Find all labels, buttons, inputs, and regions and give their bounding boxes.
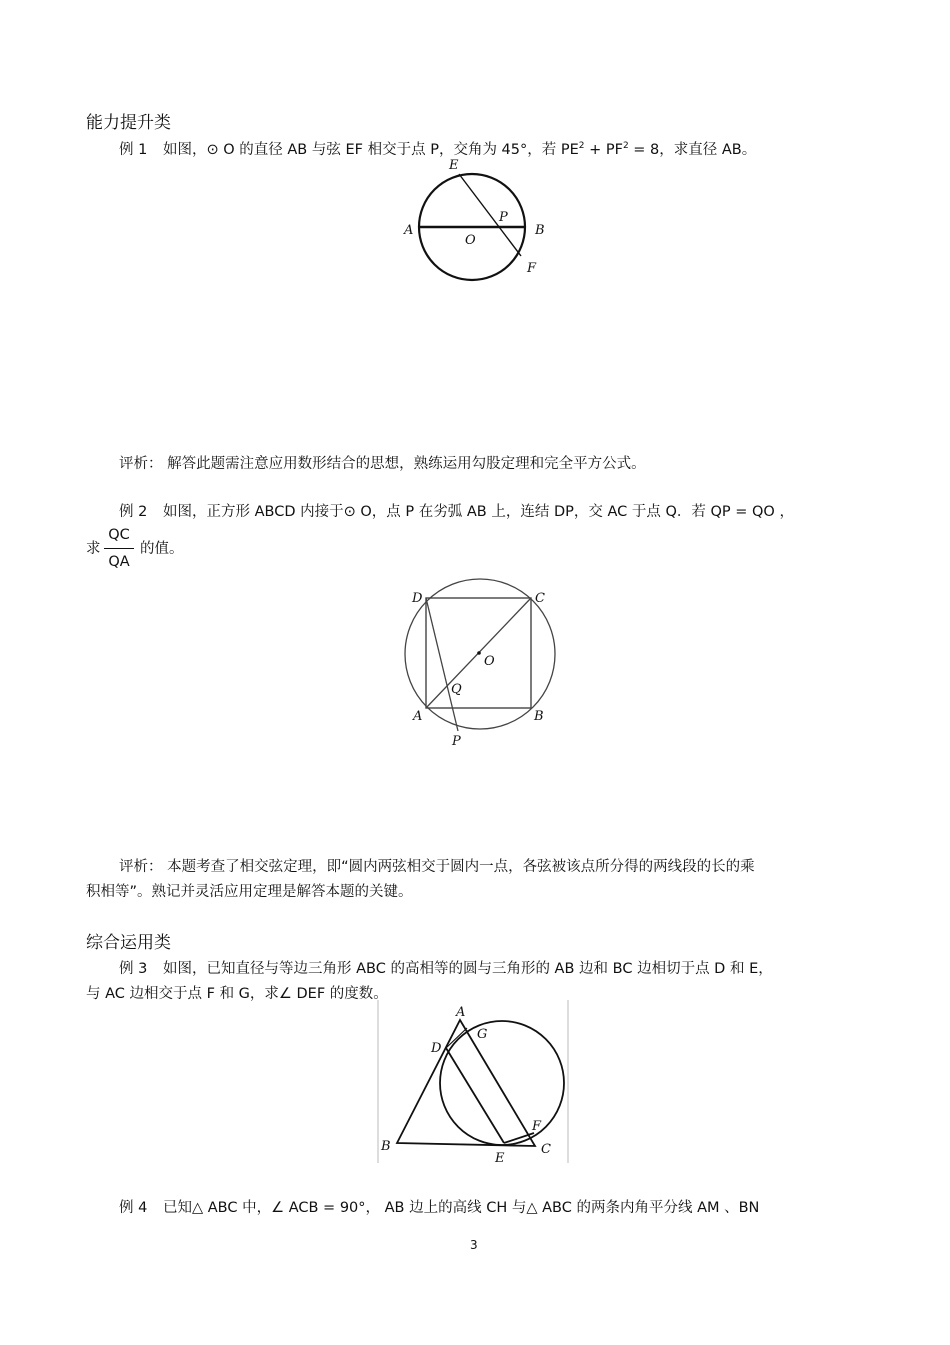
example-2-analysis-line-1: 评析： 本题考查了相交弦定理，即“圆内两弦相交于圆内一点，各弦被该点所分得的两线段的长的乘 (119, 859, 755, 875)
fig2-label-q: Q (451, 682, 462, 697)
fig1-label-a: A (404, 223, 414, 238)
fig2-label-a: A (413, 709, 423, 724)
example-2-ask-prefix: 求 (86, 541, 101, 557)
fig3-label-g: G (477, 1027, 488, 1042)
fig1-label-e: E (449, 158, 459, 173)
example-2-question: 如图，正方形 ABCD 内接于⊙ O，点 P 在劣弧 AB 上，连结 DP，交 AC 于点 Q．若 QP = QO ， (163, 504, 794, 520)
example-1-figure (398, 155, 548, 285)
fig2-label-o: O (484, 654, 495, 669)
example-4-label: 例 4 (119, 1200, 148, 1216)
example-1-sup-2: 2 (622, 141, 629, 152)
page-number: 3 (470, 1238, 478, 1252)
example-2-label: 例 2 (119, 504, 148, 520)
example-3-question-line-1: 如图，已知直径与等边三角形 ABC 的高相等的圆与三角形的 AB 边和 BC 边相切于点 D 和 E， (163, 961, 773, 977)
fraction-bar (104, 548, 134, 549)
fig2-label-c: C (535, 591, 545, 606)
section-heading-comprehensive: 综合运用类 (86, 933, 171, 953)
example-2-figure (402, 575, 567, 750)
fig3-label-e: E (495, 1151, 505, 1166)
fig2-label-d: D (412, 591, 423, 606)
fig3-label-b: B (381, 1139, 391, 1154)
fig3-label-f: F (532, 1119, 542, 1134)
section-heading-ability: 能力提升类 (86, 113, 171, 133)
fig3-label-d: D (431, 1041, 442, 1056)
fig1-label-o: O (465, 233, 476, 248)
fig2-label-p: P (452, 734, 461, 749)
example-3-figure (377, 1000, 569, 1165)
example-2-ask-suffix: 的值。 (140, 541, 184, 557)
example-1-question-mid: + PF (589, 142, 623, 158)
fig2-label-b: B (534, 709, 544, 724)
fraction-numerator: QC (108, 527, 130, 543)
fig1-label-b: B (535, 223, 545, 238)
fig3-label-c: C (541, 1142, 551, 1157)
example-1-question: 如图，⊙ O 的直径 AB 与弦 EF 相交于点 P，交角为 45°，若 PE (163, 142, 579, 158)
example-1-label: 例 1 (119, 142, 148, 158)
example-2-analysis-line-2: 积相等”。熟记并灵活应用定理是解答本题的关键。 (86, 884, 413, 900)
example-4-question: 已知△ ABC 中，∠ ACB = 90°， AB 边上的高线 CH 与△ ABC 的两条内角平分线 AM 、BN (163, 1200, 760, 1216)
fraction-denominator: QA (108, 554, 130, 570)
fig1-label-p: P (499, 210, 508, 225)
example-1-sup-1: 2 (578, 141, 585, 152)
example-3-label: 例 3 (119, 961, 148, 977)
example-1-analysis: 评析： 解答此题需注意应用数形结合的思想，熟练运用勾股定理和完全平方公式。 (119, 456, 646, 472)
fig1-label-f: F (527, 261, 537, 276)
example-3-question-line-2: 与 AC 边相交于点 F 和 G，求∠ DEF 的度数。 (86, 986, 388, 1002)
fig3-label-a: A (456, 1005, 466, 1020)
example-1-question-tail: = 8，求直径 AB。 (633, 142, 757, 158)
